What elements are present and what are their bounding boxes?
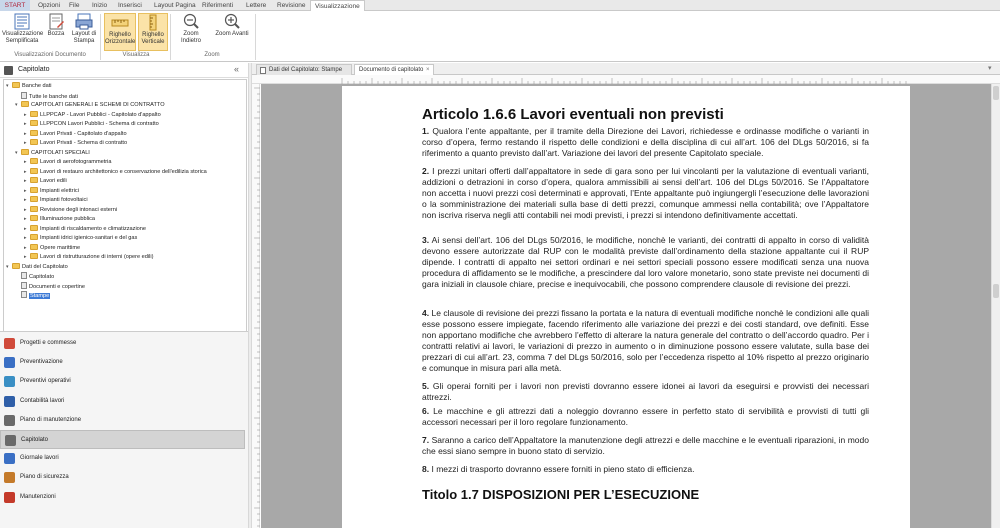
tree-item[interactable] — [15, 272, 54, 281]
folder-icon — [30, 158, 38, 164]
horizontal-ruler[interactable] — [252, 75, 1000, 84]
article-title: Articolo 1.6.6 Lavori eventuali non previsti — [422, 106, 724, 123]
paragraph — [422, 308, 869, 373]
tree-item[interactable] — [15, 92, 78, 101]
zoom-in-icon — [223, 13, 241, 30]
tree-item-label: Lavori di restauro architettonico e conservazione dell'edilizia storica — [40, 168, 207, 175]
paragraph-text: Le clausole di revisione dei prezzi fissano la portata e la natura di eventuali modifiche nonchè le condizioni alle quali esse possono essere impiegate, facendo riferimento alle variazione dei prezzi e dei costi standard, ove definiti. Esse non apportano modifiche che avrebbero l’effetto di alterare la natura generale del contratto o dell’accordo quadro. Per i contratti relativi ai lavori, le variazioni di prezzo in aumento o in diminuzione possono essere valutate, sulla base dei prezzari di cui all’art. 23, comma 7 del DLgs 50/2016, solo per l’eccedenza rispetto al 10% rispetto al prezzo originario e comunque in misura pari alla metà. — [422, 308, 869, 373]
tree-item-label: LLPPCON Lavori Pubblici - Schema di contratto — [40, 121, 159, 127]
tools-icon — [4, 415, 15, 426]
tree-item-label: Lavori di aerofotogrammetria — [40, 159, 112, 165]
draft-button[interactable] — [45, 13, 67, 38]
nav-item-piano-di-manutenzione[interactable] — [0, 411, 245, 430]
folder-icon — [30, 111, 38, 117]
ruler-ticks — [252, 84, 260, 528]
tab-visualizzazione[interactable]: Visualizzazione — [310, 0, 365, 12]
paragraph-number: 7. — [422, 435, 430, 445]
tree-item[interactable] — [15, 282, 85, 291]
expand-toggle-icon[interactable]: ▾ — [15, 149, 18, 156]
tree-folder[interactable] — [24, 244, 80, 253]
tree-folder[interactable] — [24, 253, 153, 262]
expand-toggle-icon[interactable]: ▸ — [24, 216, 27, 222]
paragraph-text: Le macchine e gli attrezzi dati a noleggio dovranno essere in perfetto stato di servibilità e provvisti di tutti gli accessori necessari per il loro regolare funzionamento. — [422, 406, 869, 427]
paragraph-text: I prezzi unitari offerti dall’appaltatore in sede di gara sono per lui vincolanti per la valutazione di eventuali varianti, addizioni o detrazioni in corso d’opera, qualora ammissibili ai sensi dell’art. 106 del DLgs 50/2016. Se l’Appaltatore non accetta i nuovi prezzi così determinati e approvati, l’Ente appaltante può ingiungergli l’esecuzione delle lavorazioni o la somministrazione dei materiali sulla base di detti prezzi, comunque ammessi nella contabilità; ove l’Appaltatore non iscriva riserva negli atti contabili nei modi previsti, i prezzi si intendono definitivamente accettati. — [422, 166, 869, 220]
document-icon — [21, 291, 27, 298]
vertical-ruler-label: Righello Verticale — [141, 32, 165, 45]
tree-item-label: Lavori di ristrutturazione di interni (opere edili) — [40, 254, 154, 260]
paragraph-number: 4. — [422, 308, 430, 318]
group-views-label: Visualizzazioni Documento — [14, 52, 86, 58]
tree-item-label: Impianti fotovoltaici — [40, 197, 88, 203]
chart-icon — [4, 376, 15, 387]
nav-item-contabilità-lavori[interactable] — [0, 392, 245, 411]
document-canvas[interactable] — [261, 84, 991, 528]
folder-icon — [30, 120, 38, 126]
scrollbar-thumb[interactable] — [993, 284, 999, 298]
folder-icon — [30, 168, 38, 174]
nav-item-label: Piano di manutenzione — [20, 416, 82, 423]
tree-folder[interactable] — [24, 130, 127, 139]
folder-icon — [30, 139, 38, 145]
tree-item-label: Impianti idrici igienico-sanitari e del gas — [40, 235, 138, 241]
tab-revisione[interactable]: Revisione — [277, 2, 306, 9]
expand-toggle-icon[interactable]: ▸ — [24, 159, 27, 165]
folder-icon — [12, 263, 20, 269]
left-panel-header — [0, 63, 248, 78]
tree-item-label: Documenti e copertine — [29, 283, 85, 290]
tree-folder[interactable] — [24, 139, 127, 148]
group-show-label: Visualizza — [122, 52, 150, 58]
simplified-view-button[interactable] — [2, 13, 42, 45]
tree-folder[interactable] — [24, 215, 95, 224]
paragraph — [422, 166, 869, 221]
folder-icon — [30, 177, 38, 183]
zoom-out-label: Zoom Indietro — [180, 31, 201, 44]
tab-opzioni[interactable]: Opzioni — [38, 2, 61, 9]
folder-icon — [30, 130, 38, 136]
expand-toggle-icon[interactable]: ▸ — [24, 121, 27, 127]
document-icon — [5, 435, 16, 446]
ribbon-separator — [100, 14, 101, 60]
tree-item-label: CAPITOLATI SPECIALI — [31, 149, 90, 156]
tree-folder[interactable] — [24, 168, 207, 177]
tab-inizio[interactable]: Inizio — [92, 2, 108, 9]
document-icon — [21, 282, 27, 289]
collapse-panel-button[interactable]: « — [234, 64, 240, 74]
zoom-out-button[interactable] — [173, 13, 209, 45]
tab-start[interactable]: START — [0, 0, 30, 11]
expand-toggle-icon[interactable]: ▾ — [6, 83, 9, 89]
draft-icon — [47, 13, 65, 30]
left-panel — [0, 63, 248, 528]
print-layout-icon — [75, 13, 93, 30]
print-layout-button[interactable] — [70, 13, 98, 45]
tab-label: Documento di capitolato — [359, 67, 424, 73]
paragraph-number: 3. — [422, 235, 430, 245]
paragraph-number: 6. — [422, 406, 430, 416]
document-icon — [21, 272, 27, 279]
folder-icon — [30, 234, 38, 240]
tree-folder[interactable] — [24, 158, 112, 167]
tree-item[interactable] — [15, 291, 50, 300]
section-title: Titolo 1.7 DISPOSIZIONI PER L’ESECUZIONE — [422, 487, 700, 502]
expand-toggle-icon[interactable]: ▸ — [24, 140, 27, 146]
paragraph-text: Saranno a carico dell’Appaltatore la manutenzione degli attrezzi e delle macchine e le eventuali riparazioni, in modo che essi siano sempre in buono stato di servizio. — [422, 435, 869, 456]
paragraph-text: Qualora l’ente appaltante, per il tramite della Direzione dei Lavori, richiedesse e ordinasse modifiche o varianti in corso d’opera, fermo restando il rispetto delle condizioni e della disciplina di cui all’art. 106 del DLgs 50/2016, si fa riferimento a quanto previsto dall’art. Variazione dei lavori del presente Capitolato speciale. — [422, 126, 869, 158]
folder-icon — [30, 187, 38, 193]
tree-folder[interactable] — [24, 206, 117, 215]
expand-toggle-icon[interactable]: ▸ — [24, 244, 27, 251]
tab-lettere[interactable]: Lettere — [246, 2, 267, 9]
nav-item-progetti-e-commesse[interactable] — [0, 334, 245, 353]
document-tabs — [252, 63, 1000, 75]
paragraph — [422, 464, 869, 475]
nav-item-label: Giornale lavori — [20, 455, 59, 462]
folder-icon — [21, 149, 29, 155]
tree-item-label: Dati del Capitolato — [22, 263, 68, 270]
paragraph-number: 5. — [422, 381, 430, 391]
expand-toggle-icon[interactable]: ▸ — [24, 130, 27, 137]
tree-item-label: Impianti di riscaldamento e climatizzazione — [40, 225, 147, 232]
book-icon — [4, 453, 15, 464]
zoom-in-label: Zoom Avanti — [215, 31, 249, 37]
expand-toggle-icon[interactable]: ▸ — [24, 111, 27, 118]
tree-item-label: Banche dati — [22, 83, 52, 89]
folder-icon — [30, 244, 38, 250]
tree-item-label: Impianti elettrici — [40, 187, 79, 194]
nav-item-capitolato[interactable] — [0, 430, 245, 449]
tree-item-label: Lavori edili — [40, 178, 67, 184]
nav-item-label: Preventivi operativi — [20, 378, 71, 385]
nav-item-manutenzioni[interactable] — [0, 488, 245, 507]
tree-folder[interactable] — [24, 234, 137, 243]
simplified-view-label: Visualizzazione Semplificata — [2, 31, 44, 44]
paragraph-text: Gli operai forniti per i lavori non previsti dovranno essere idonei ai lavori da eseguirsi e provvisti dei necessari attrezzi. — [422, 381, 869, 402]
tree-folder[interactable] — [24, 187, 79, 196]
expand-toggle-icon[interactable]: ▸ — [24, 187, 27, 194]
nav-item-label: Preventivazione — [20, 359, 63, 366]
left-panel-title: Capitolato — [18, 66, 50, 73]
tree-folder[interactable] — [6, 82, 52, 91]
nav-item-label: Manutenzioni — [20, 493, 56, 500]
zoom-out-icon — [182, 13, 200, 30]
expand-toggle-icon[interactable]: ▸ — [24, 235, 27, 241]
menu-tabs — [0, 0, 1000, 11]
vertical-scrollbar[interactable] — [991, 84, 1000, 528]
document-icon — [260, 67, 266, 74]
horizontal-ruler-icon — [111, 14, 129, 31]
vertical-ruler-icon — [144, 14, 162, 31]
tree-folder[interactable] — [24, 177, 67, 186]
tree-folder[interactable] — [15, 101, 165, 110]
shield-icon — [4, 472, 15, 483]
panel-list-icon — [4, 66, 13, 75]
tree-folder[interactable] — [24, 225, 146, 234]
folder-icon — [30, 196, 38, 202]
nav-item-preventivazione[interactable] — [0, 353, 245, 372]
nav-item-label: Capitolato — [21, 437, 49, 443]
paragraph — [422, 381, 869, 403]
tree-item-label: Lavori Privati - Schema di contratto — [40, 140, 128, 146]
simplified-view-icon — [13, 13, 31, 30]
tree-folder[interactable] — [15, 149, 90, 158]
draft-label: Bozza — [47, 31, 65, 37]
vertical-ruler-button[interactable] — [138, 13, 168, 51]
tree-item-label: Capitolato — [29, 274, 55, 280]
tab-list-chevron-icon[interactable]: ▾ — [988, 65, 992, 72]
nav-item-preventivi-operativi[interactable] — [0, 372, 245, 391]
tab-inserisci[interactable]: Inserisci — [118, 2, 142, 9]
nav-item-label: Progetti e commesse — [20, 340, 77, 346]
folder-icon — [12, 82, 20, 88]
scrollbar-thumb[interactable] — [993, 86, 999, 100]
paragraph-number: 8. — [422, 464, 430, 474]
print-layout-label: Layout di Stampa — [71, 31, 97, 44]
nav-item-giornale-lavori[interactable] — [0, 449, 245, 468]
horizontal-ruler-label: Righello Orizzontale — [105, 32, 136, 45]
tree-item-label: Stampe — [30, 293, 50, 299]
nav-item-label: Contabilità lavori — [20, 397, 65, 404]
nav-item-label: Piano di sicurezza — [20, 474, 69, 481]
tree-item-label: Revisione degli intonaci esterni — [40, 206, 118, 213]
ribbon-separator — [170, 14, 171, 60]
expand-toggle-icon[interactable]: ▸ — [24, 197, 27, 203]
tree-item-label: LLPPCAP - Lavori Pubblici - Capitolato d'appalto — [40, 111, 161, 118]
expand-toggle-icon[interactable]: ▸ — [24, 254, 27, 260]
group-zoom-label: Zoom — [204, 52, 220, 58]
expand-toggle-icon[interactable]: ▸ — [24, 225, 27, 232]
paragraph-number: 1. — [422, 126, 430, 136]
paragraph-text: Ai sensi dell’art. 106 del DLgs 50/2016, le modifiche, nonchè le varianti, dei contratti di appalto in corso di validità devono essere autorizzate dal RUP con le modalità previste dall’ordinamento della stazione appaltante cui il RUP dipende. I contratti di appalto nei settori ordinari e nei settori speciali possono essere modificati senza una nuova procedura di affidamento se le modifiche, a prescindere dal loro valore monetario, sono state previste nei documenti di gara iniziali in clausole chiare, precise e inequivocabili, che possono comprendere clausole di revisione dei prezzi. — [422, 235, 869, 289]
document-icon — [21, 92, 27, 99]
paragraph — [422, 435, 869, 457]
calculator-icon — [4, 357, 15, 368]
tree-folder[interactable] — [6, 263, 68, 272]
folder-icon — [30, 225, 38, 231]
folder-icon — [30, 215, 38, 221]
tab-label: Dati del Capitolato: Stampe — [269, 67, 343, 73]
horizontal-ruler-button[interactable] — [104, 13, 136, 51]
tree-item-label: Opere marittime — [40, 244, 81, 251]
ruler-ticks — [252, 75, 1000, 84]
tree-item-label: Lavori Privati - Capitolato d'appalto — [40, 130, 127, 137]
tree-item-label: Illuminazione pubblica — [40, 216, 96, 222]
close-tab-icon[interactable]: × — [426, 67, 430, 73]
paragraph-text: I mezzi di trasporto dovranno essere forniti in pieno stato di efficienza. — [431, 464, 695, 474]
paragraph — [422, 406, 869, 428]
expand-toggle-icon[interactable]: ▸ — [24, 178, 27, 184]
ribbon-separator — [255, 14, 256, 60]
expand-toggle-icon[interactable]: ▾ — [6, 263, 9, 270]
paragraph — [422, 126, 869, 159]
ribbon — [0, 11, 1000, 62]
folder-icon — [30, 206, 38, 212]
folder-icon — [30, 253, 38, 259]
nav-item-piano-di-sicurezza[interactable] — [0, 468, 245, 487]
tree-folder[interactable] — [24, 196, 88, 205]
folder-icon — [21, 101, 29, 107]
expand-toggle-icon[interactable]: ▾ — [15, 102, 18, 108]
tree-folder[interactable] — [24, 111, 161, 120]
ledger-icon — [4, 396, 15, 407]
zoom-in-button[interactable] — [213, 13, 251, 38]
tab-documento-capitolato[interactable] — [354, 64, 434, 75]
expand-toggle-icon[interactable]: ▸ — [24, 168, 27, 175]
tree-item-label: Tutte le banche dati — [29, 93, 78, 100]
document-page[interactable] — [342, 86, 910, 528]
tab-riferimenti[interactable]: Riferimenti — [202, 2, 234, 9]
tree-folder[interactable] — [24, 120, 159, 129]
paragraph-number: 2. — [422, 166, 430, 176]
expand-toggle-icon[interactable]: ▸ — [24, 206, 27, 213]
tab-file[interactable]: File — [69, 2, 80, 9]
tab-layout-pagina[interactable]: Layout Pagina — [154, 2, 196, 9]
wrench-icon — [4, 492, 15, 503]
paragraph — [422, 235, 869, 290]
vertical-ruler[interactable] — [252, 84, 260, 528]
folder-icon — [4, 338, 15, 349]
tab-dati-capitolato-stampe[interactable] — [256, 64, 352, 75]
module-navigation — [0, 331, 248, 528]
tree-item-label: CAPITOLATI GENERALI E SCHEMI DI CONTRATTO — [31, 102, 165, 108]
